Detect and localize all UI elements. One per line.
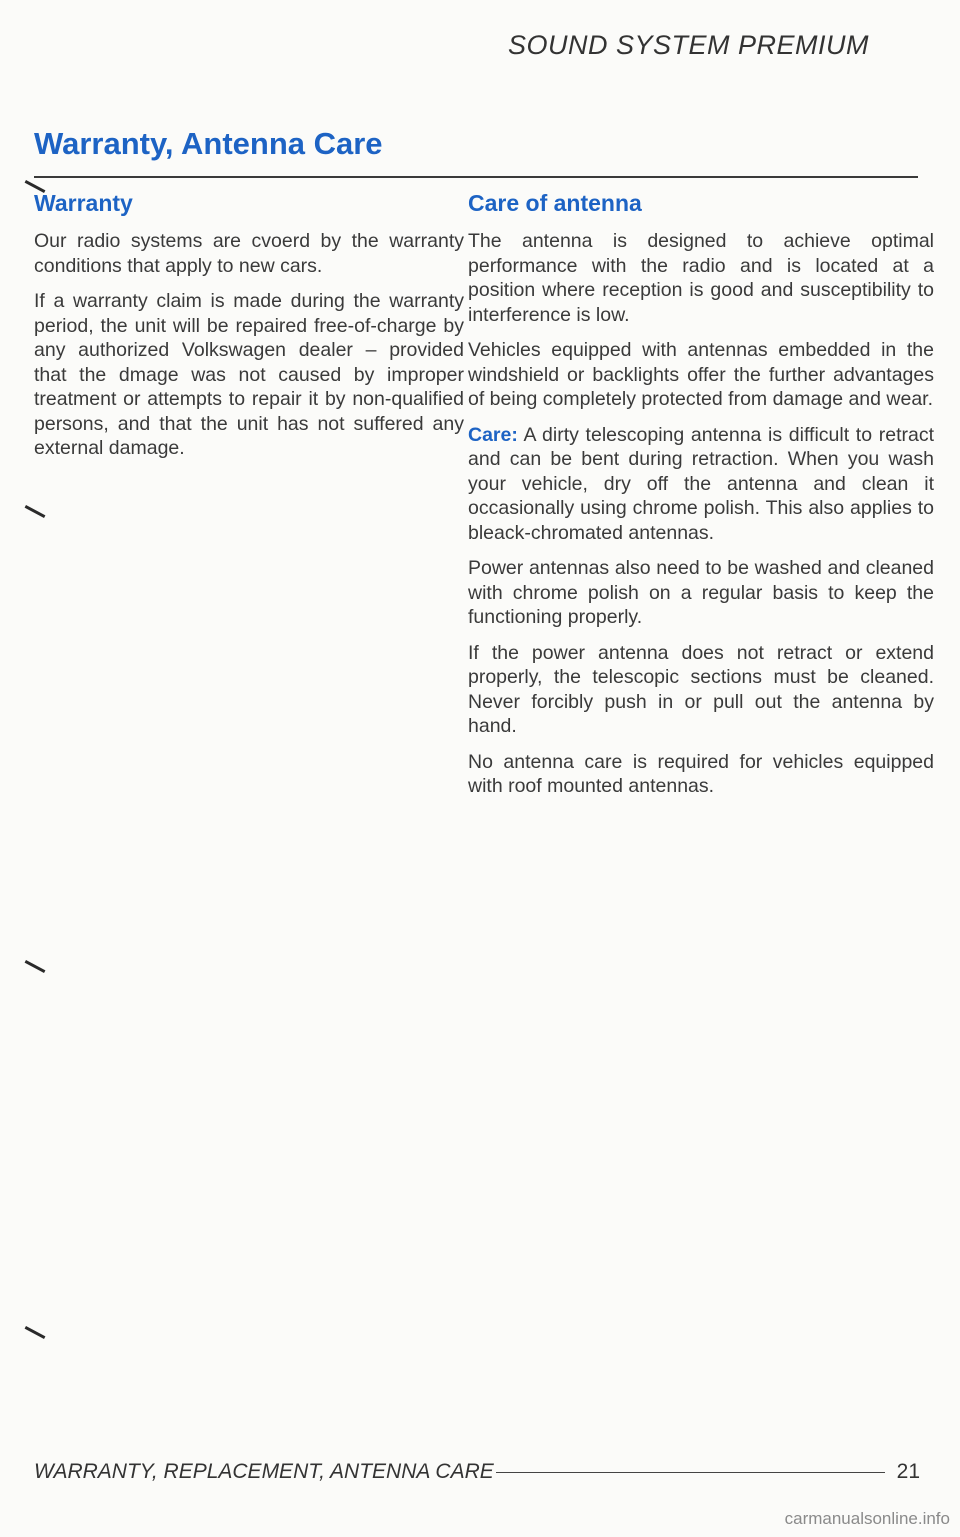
warranty-paragraph: If a warranty claim is made during the warranty period, the unit will be repaired free-of-charge by any authorized Volkswagen dealer – provided that the dmage was not caused by improper treatment or attempts to repair it by non-qualified persons, and that the unit has not suffered any external damage.	[34, 290, 464, 459]
antenna-paragraph: The antenna is designed to achieve optimal performance with the radio and is located at a position where reception is good and susceptibility to interference is low.	[468, 230, 934, 326]
warranty-paragraph: Our radio systems are cvoerd by the warranty conditions that apply to new cars.	[34, 230, 464, 277]
page-footer	[34, 1456, 920, 1488]
running-header: SOUND SYSTEM PREMIUM	[508, 30, 870, 60]
watermark: carmanualsonline.info	[784, 1509, 950, 1528]
footer-chapter-title: WARRANTY, REPLACEMENT, ANTENNA CARE	[34, 1460, 494, 1483]
care-label: Care:	[468, 423, 518, 446]
corner-mark-icon	[14, 1326, 45, 1358]
antenna-care-column	[468, 186, 934, 810]
section-rule	[34, 176, 918, 178]
antenna-care-paragraph	[468, 423, 934, 546]
footer-rule	[496, 1472, 885, 1473]
page-number: 21	[896, 1460, 920, 1483]
antenna-care-heading: Care of antenna	[468, 190, 642, 216]
antenna-paragraph: No antenna care is required for vehicles equipped with roof mounted antennas.	[468, 750, 934, 797]
warranty-heading: Warranty	[34, 190, 133, 216]
antenna-paragraph: Power antennas also need to be washed and cleaned with chrome polish on a regular basis to keep the functioning properly.	[468, 557, 934, 628]
corner-mark-icon	[14, 960, 45, 992]
antenna-paragraph: Vehicles equipped with antennas embedded in the windshield or backlights offer the further advantages of being completely protected from damage and wear.	[468, 339, 934, 410]
section-title: Warranty, Antenna Care	[34, 126, 383, 161]
antenna-paragraph: If the power antenna does not retract or extend properly, the telescopic sections must be cleaned. Never forcibly push in or pull out the antenna by hand.	[468, 641, 934, 737]
warranty-column	[34, 186, 464, 472]
corner-mark-icon	[14, 505, 45, 537]
care-text: A dirty telescoping antenna is difficult to retract and can be bent during retraction. When you wash your vehicle, dry off the antenna and clean it occasionally using chrome polish. This also applies to bleack-chromated antennas.	[468, 423, 934, 544]
